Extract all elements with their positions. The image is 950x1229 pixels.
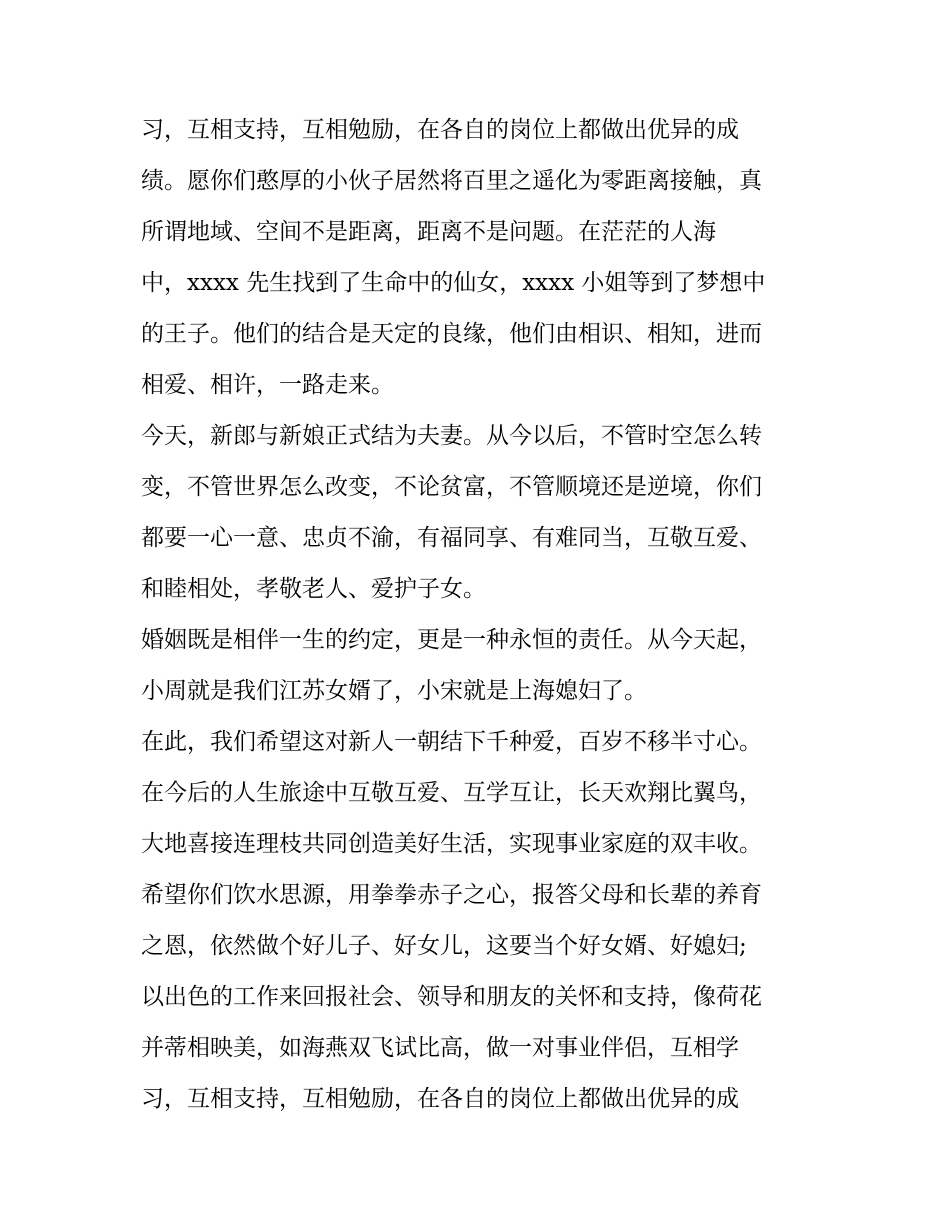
text-line: 大地喜接连理枝共同创造美好生活，实现事业家庭的双丰收。 — [141, 831, 762, 857]
text-line: 在今后的人生旅途中互敬互爱、互学互让，长天欢翔比翼鸟， — [141, 780, 762, 806]
text-line: 在此，我们希望这对新人一朝结下千种爱，百岁不移半寸心。 — [141, 729, 762, 755]
text-line: 习，互相支持，互相勉励，在各自的岗位上都做出优异的成 — [141, 1086, 739, 1112]
text-line: 今天，新郎与新娘正式结为夫妻。从今以后，不管时空怎么转 — [141, 423, 762, 449]
text-line: 的王子。他们的结合是天定的良缘，他们由相识、相知，进而 — [141, 321, 762, 347]
document-body-text — [141, 108, 821, 1128]
text-line: 中，xxxx 先生找到了生命中的仙女，xxxx 小姐等到了梦想中 — [141, 270, 766, 296]
text-line: 小周就是我们江苏女婿了，小宋就是上海媳妇了。 — [141, 678, 647, 704]
text-line: 以出色的工作来回报社会、领导和朋友的关怀和支持，像荷花 — [141, 984, 762, 1010]
text-line: 变，不管世界怎么改变，不论贫富，不管顺境还是逆境，你们 — [141, 474, 762, 500]
text-line: 相爱、相许，一路走来。 — [141, 372, 394, 398]
text-line: 都要一心一意、忠贞不渝，有福同享、有难同当，互敬互爱、 — [141, 525, 762, 551]
text-line: 习，互相支持，互相勉励，在各自的岗位上都做出优异的成 — [141, 117, 739, 143]
text-line: 之恩，依然做个好儿子、好女儿，这要当个好女婿、好媳妇; — [141, 933, 747, 959]
text-line: 并蒂相映美，如海燕双飞试比高，做一对事业伴侣，互相学 — [141, 1035, 739, 1061]
text-line: 婚姻既是相伴一生的约定，更是一种永恒的责任。从今天起， — [141, 627, 762, 653]
text-line: 希望你们饮水思源，用拳拳赤子之心，报答父母和长辈的养育 — [141, 882, 762, 908]
text-line: 绩。愿你们憨厚的小伙子居然将百里之遥化为零距离接触，真 — [141, 168, 762, 194]
text-line: 所谓地域、空间不是距离，距离不是问题。在茫茫的人海 — [141, 219, 716, 245]
text-line: 和睦相处，孝敬老人、爱护子女。 — [141, 576, 486, 602]
